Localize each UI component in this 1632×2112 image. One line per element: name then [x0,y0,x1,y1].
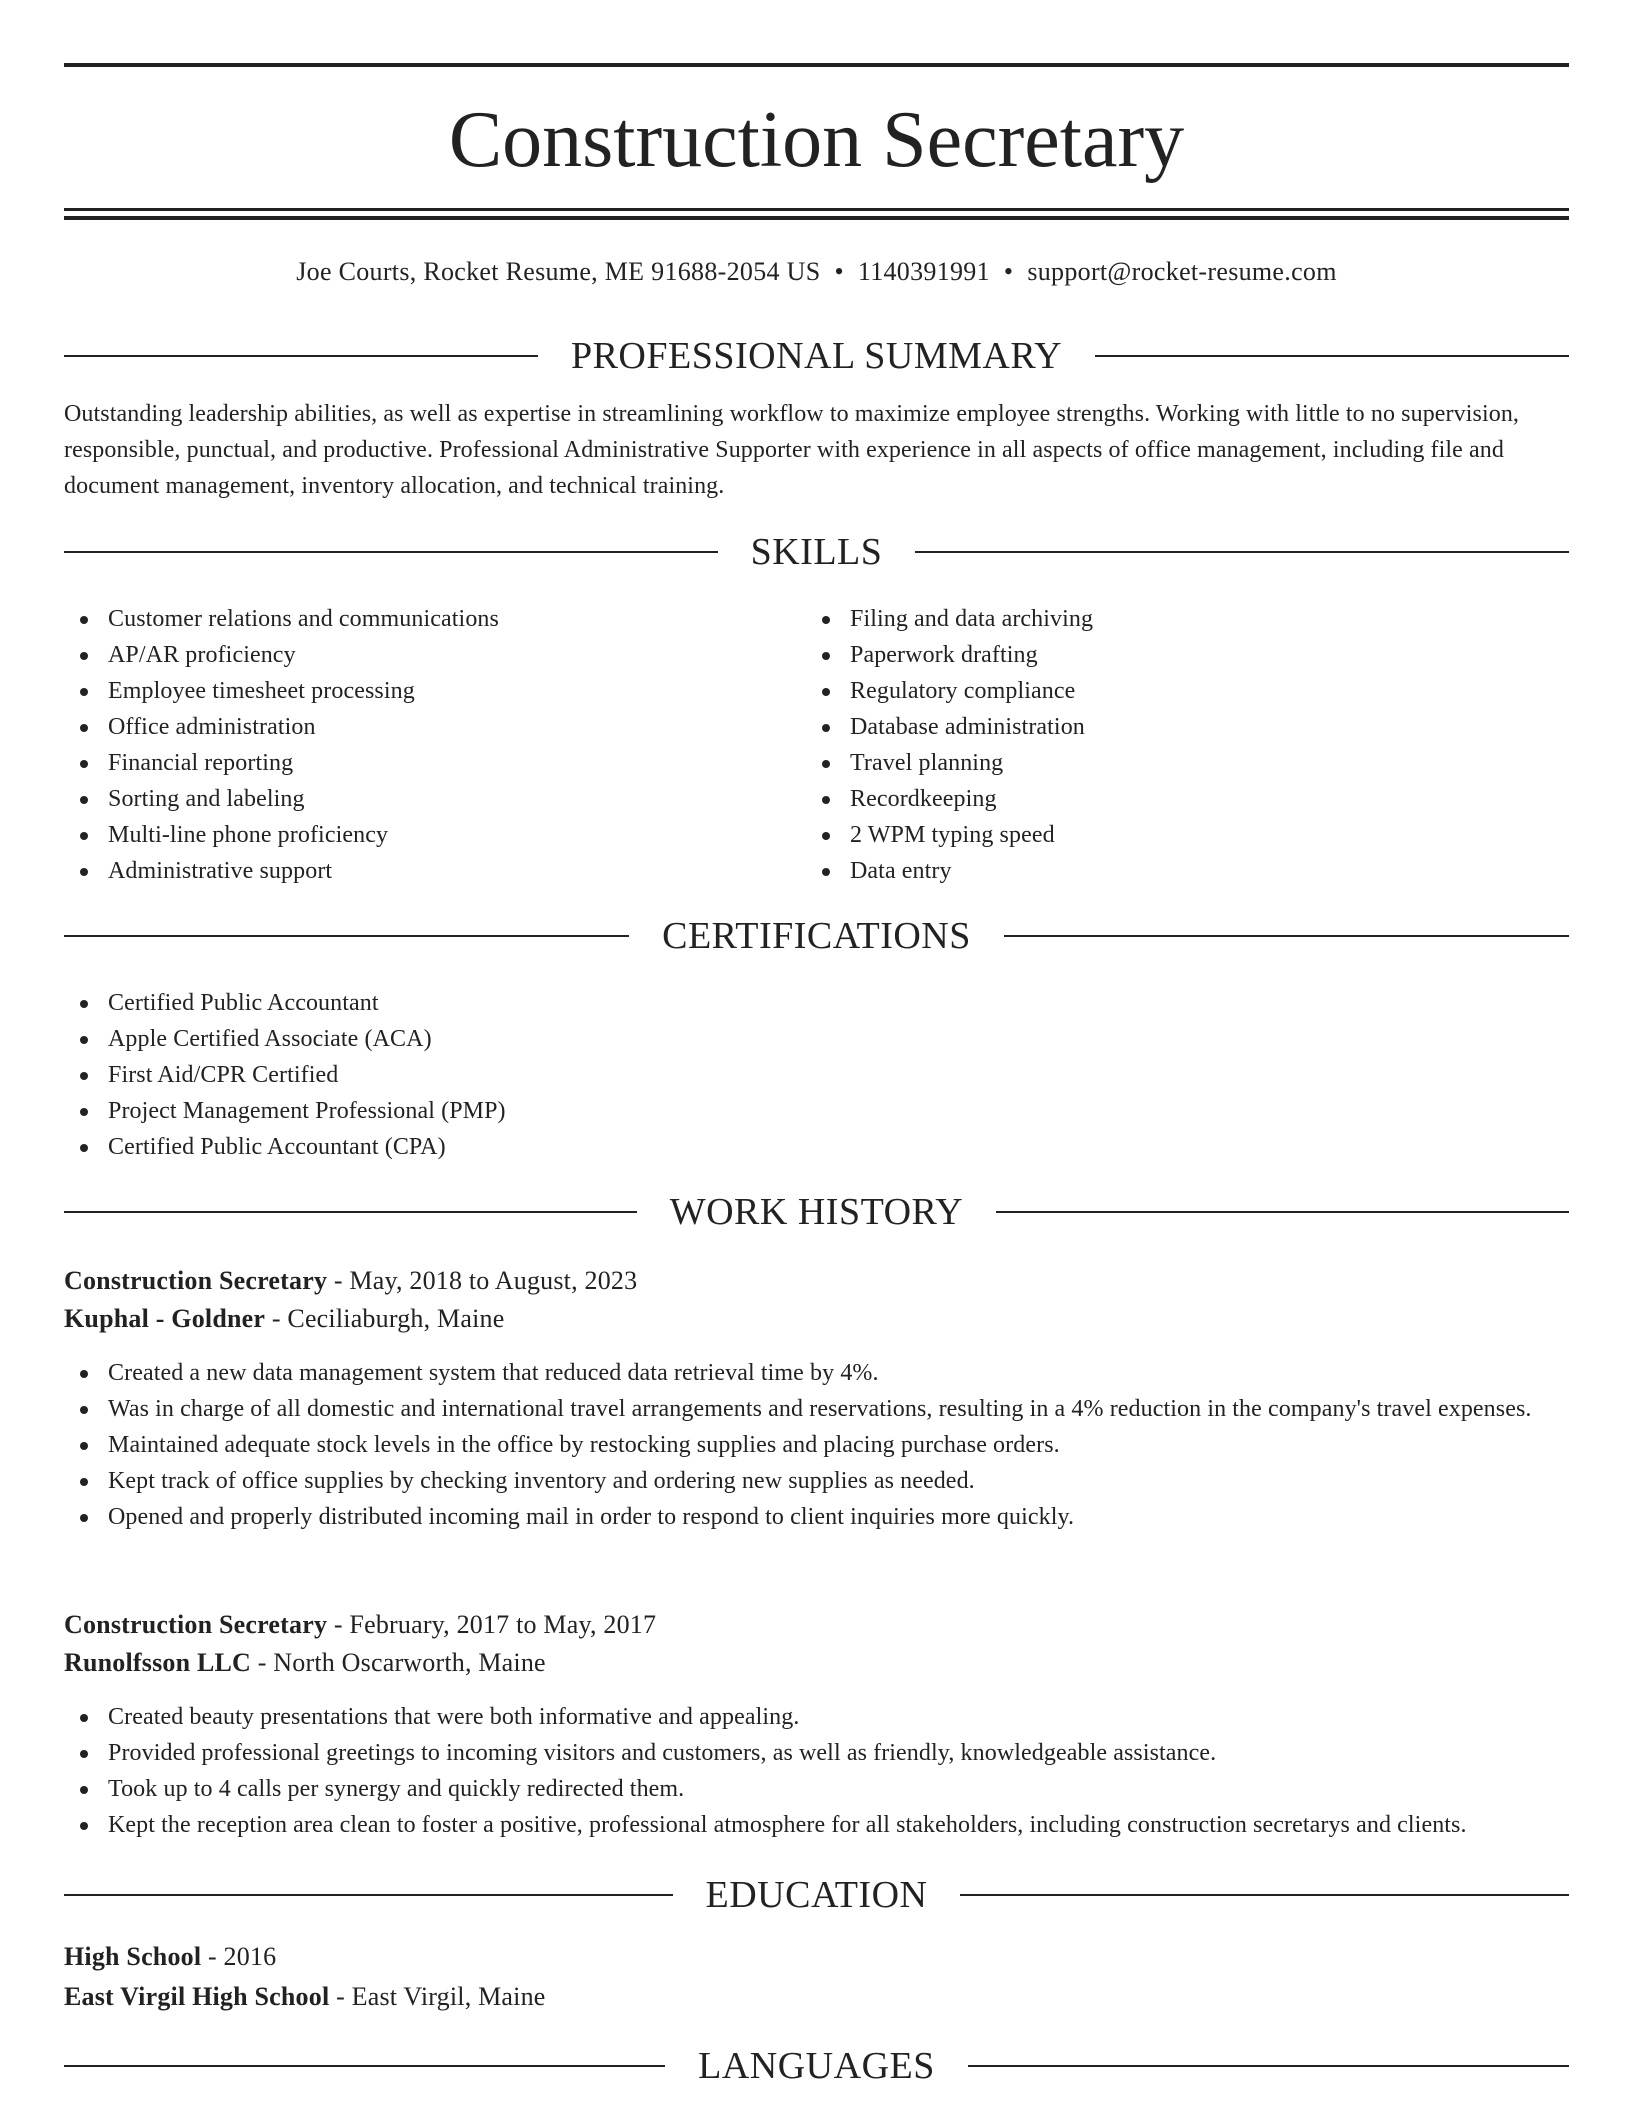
job-bullet: Created beauty presentations that were both informative and appealing. [64,1699,1569,1735]
job-bullet: Provided professional greetings to incoming visitors and customers, as well as friendly, knowledgeable assistance. [64,1735,1569,1771]
skill-item: Database administration [806,709,1546,745]
job-bullet: Was in charge of all domestic and international travel arrangements and reservations, resulting in a 4% reduction in the company's travel expenses. [64,1391,1569,1427]
heading-rule [64,2065,665,2067]
skill-item: Employee timesheet processing [64,673,804,709]
job-dates: - May, 2018 to August, 2023 [327,1266,638,1295]
title-rule-lower [64,216,1569,220]
section-heading-summary [64,334,1569,378]
job-bullet: Created a new data management system that reduced data retrieval time by 4%. [64,1355,1569,1391]
skill-item: AP/AR proficiency [64,637,804,673]
education-school-line [64,1978,1569,2016]
job-bullet: Took up to 4 calls per synergy and quickly redirected them. [64,1771,1569,1807]
job-bullet: Kept the reception area clean to foster a positive, professional atmosphere for all stakeholders, including construction secretarys and clients. [64,1807,1569,1843]
section-heading-skills [64,530,1569,574]
job-location: - North Oscarworth, Maine [251,1648,546,1677]
section-heading-certifications [64,914,1569,958]
contact-separator: • [1003,257,1014,286]
skill-item: Data entry [806,853,1546,889]
heading-rule [64,1211,637,1213]
skill-item: Customer relations and communications [64,601,804,637]
job-bullet: Kept track of office supplies by checking inventory and ordering new supplies as needed. [64,1463,1569,1499]
education-year: - 2016 [201,1942,277,1971]
skill-item: Financial reporting [64,745,804,781]
skill-item: Travel planning [806,745,1546,781]
education-degree: High School [64,1942,202,1971]
certification-item: Certified Public Accountant [64,985,1569,1021]
job-bullets [64,1355,1569,1535]
certification-item: Certified Public Accountant (CPA) [64,1129,1569,1165]
heading-rule [64,355,538,357]
heading-label: PROFESSIONAL SUMMARY [570,335,1063,377]
skills-list-right [806,601,1546,889]
contact-line [64,254,1569,290]
heading-rule [960,1894,1569,1896]
skill-item: Office administration [64,709,804,745]
certifications-list [64,985,1569,1165]
heading-rule [64,935,629,937]
section-heading-languages [64,2044,1569,2088]
job-bullets [64,1699,1569,1843]
job-location: - Ceciliaburgh, Maine [265,1304,505,1333]
skill-item: 2 WPM typing speed [806,817,1546,853]
heading-label: LANGUAGES [698,2045,935,2087]
skill-item: Regulatory compliance [806,673,1546,709]
heading-rule [915,551,1569,553]
education-degree-line [64,1938,1569,1976]
title-rule-upper [64,208,1569,211]
heading-rule [1004,935,1569,937]
resume-title: Construction Secretary [448,96,1185,184]
top-rule [64,63,1569,67]
heading-label: SKILLS [750,531,883,573]
job-company-line [64,1644,1569,1682]
certification-item: First Aid/CPR Certified [64,1057,1569,1093]
heading-label: WORK HISTORY [669,1191,964,1233]
skill-item: Administrative support [64,853,804,889]
heading-label: EDUCATION [705,1874,928,1916]
job-title-line [64,1262,1569,1300]
job-title: Construction Secretary [64,1610,328,1639]
job-title-line [64,1606,1569,1644]
heading-rule [968,2065,1569,2067]
skill-item: Paperwork drafting [806,637,1546,673]
certification-item: Project Management Professional (PMP) [64,1093,1569,1129]
summary-text: Outstanding leadership abilities, as well as expertise in streamlining workflow to maximize employee strengths. Working with little to no supervision, responsible, punctual, and productive. Professional Administrative Supporter with experience in all aspects of office management, including file and document management, inventory allocation, and technical training. [64,401,1520,499]
skills-list-left [64,601,804,889]
heading-rule [64,1894,673,1896]
contact-address: Joe Courts, Rocket Resume, ME 91688-2054 US [296,257,821,286]
skill-item: Filing and data archiving [806,601,1546,637]
job-company: Kuphal - Goldner [64,1304,266,1333]
job-bullet: Opened and properly distributed incoming mail in order to respond to client inquiries more quickly. [64,1499,1569,1535]
skill-item: Sorting and labeling [64,781,804,817]
job-company: Runolfsson LLC [64,1648,252,1677]
job-company-line [64,1300,1569,1338]
section-heading-work-history [64,1190,1569,1234]
contact-email: support@rocket-resume.com [1027,257,1337,286]
section-heading-education [64,1873,1569,1917]
certification-item: Apple Certified Associate (ACA) [64,1021,1569,1057]
skill-item: Recordkeeping [806,781,1546,817]
education-school: East Virgil High School [64,1982,330,2011]
job-title: Construction Secretary [64,1266,328,1295]
job-dates: - February, 2017 to May, 2017 [327,1610,657,1639]
skill-item: Multi-line phone proficiency [64,817,804,853]
education-location: - East Virgil, Maine [329,1982,546,2011]
heading-label: CERTIFICATIONS [662,915,971,957]
heading-rule [64,551,718,553]
contact-phone: 1140391991 [857,257,990,286]
contact-separator: • [834,257,844,286]
heading-rule [996,1211,1569,1213]
job-bullet: Maintained adequate stock levels in the office by restocking supplies and placing purchase orders. [64,1427,1569,1463]
heading-rule [1095,355,1569,357]
